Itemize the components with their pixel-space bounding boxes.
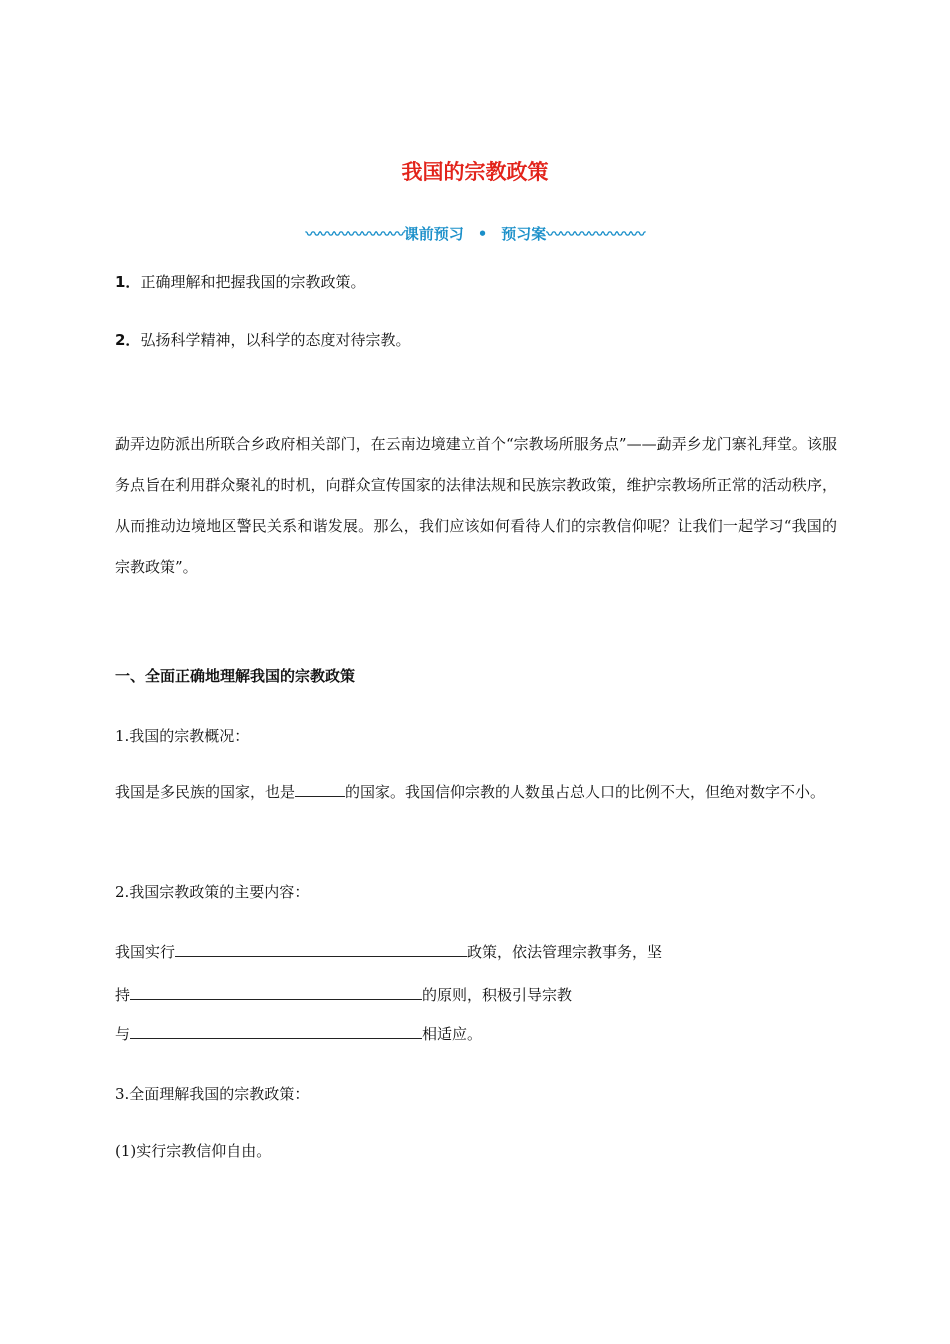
fill-in-blank[interactable] xyxy=(295,779,345,797)
section-heading: 一、全面正确地理解我国的宗教政策 xyxy=(115,667,356,685)
fill-line-prefix: 与 xyxy=(115,1025,131,1043)
wave-decoration-right: 〰〰〰〰〰〰〰 xyxy=(546,225,645,243)
item-title: 3.全面理解我国的宗教政策： xyxy=(115,1085,310,1103)
page-title: 我国的宗教政策 xyxy=(401,160,549,184)
objective-item xyxy=(115,328,410,352)
item-title: 2.我国宗教政策的主要内容： xyxy=(115,883,310,901)
item-title: 1.我国的宗教概况： xyxy=(115,727,250,745)
intro-paragraph: 勐弄边防派出所联合乡政府相关部门，在云南边境建立首个“宗教场所服务点”——勐弄乡龙门寨礼拜堂。该服务点旨在利用群众聚礼的时机，向群众宣传国家的法律法规和民族宗教政策，维护宗教场所正常的活动秩序，从而推动边境地区警民关系和谐发展。那么，我们应该如何看待人们的宗教信仰呢？让我们一起学习“我国的宗教政策”。 xyxy=(115,435,837,576)
fill-line-suffix: 相适应。 xyxy=(422,1025,483,1043)
fill-line-suffix: 的原则，积极引导宗教 xyxy=(422,986,573,1004)
objective-number: 2． xyxy=(115,331,141,349)
objective-item xyxy=(115,270,365,294)
objective-text: 弘扬科学精神，以科学的态度对待宗教。 xyxy=(140,331,411,349)
fill-in-blank[interactable] xyxy=(130,982,422,1000)
objective-text: 正确理解和把握我国的宗教政策。 xyxy=(140,273,366,291)
objective-number: 1． xyxy=(115,273,141,291)
banner-separator: • xyxy=(477,225,488,243)
fill-line-prefix: 我国实行 xyxy=(115,943,176,961)
item1-paragraph xyxy=(115,772,837,813)
fill-in-blank[interactable] xyxy=(175,939,467,957)
fill-line xyxy=(115,982,572,1007)
fill-line xyxy=(115,1021,482,1046)
wave-decoration-left: 〰〰〰〰〰〰〰 xyxy=(305,225,404,243)
item1-text-after: 的国家。我国信仰宗教的人数虽占总人口的比例不大，但绝对数字不小。 xyxy=(345,783,826,801)
banner-right-text: 预习案 xyxy=(501,225,547,243)
fill-line-suffix: 政策，依法管理宗教事务，坚 xyxy=(467,943,663,961)
fill-line-prefix: 持 xyxy=(115,986,131,1004)
sub-item: (1)实行宗教信仰自由。 xyxy=(115,1142,272,1160)
banner-left-text: 课前预习 xyxy=(403,225,464,243)
fill-in-blank[interactable] xyxy=(130,1021,422,1039)
item1-text-before: 我国是多民族的国家，也是 xyxy=(115,783,296,801)
fill-line xyxy=(115,939,662,964)
section-banner xyxy=(0,222,950,246)
